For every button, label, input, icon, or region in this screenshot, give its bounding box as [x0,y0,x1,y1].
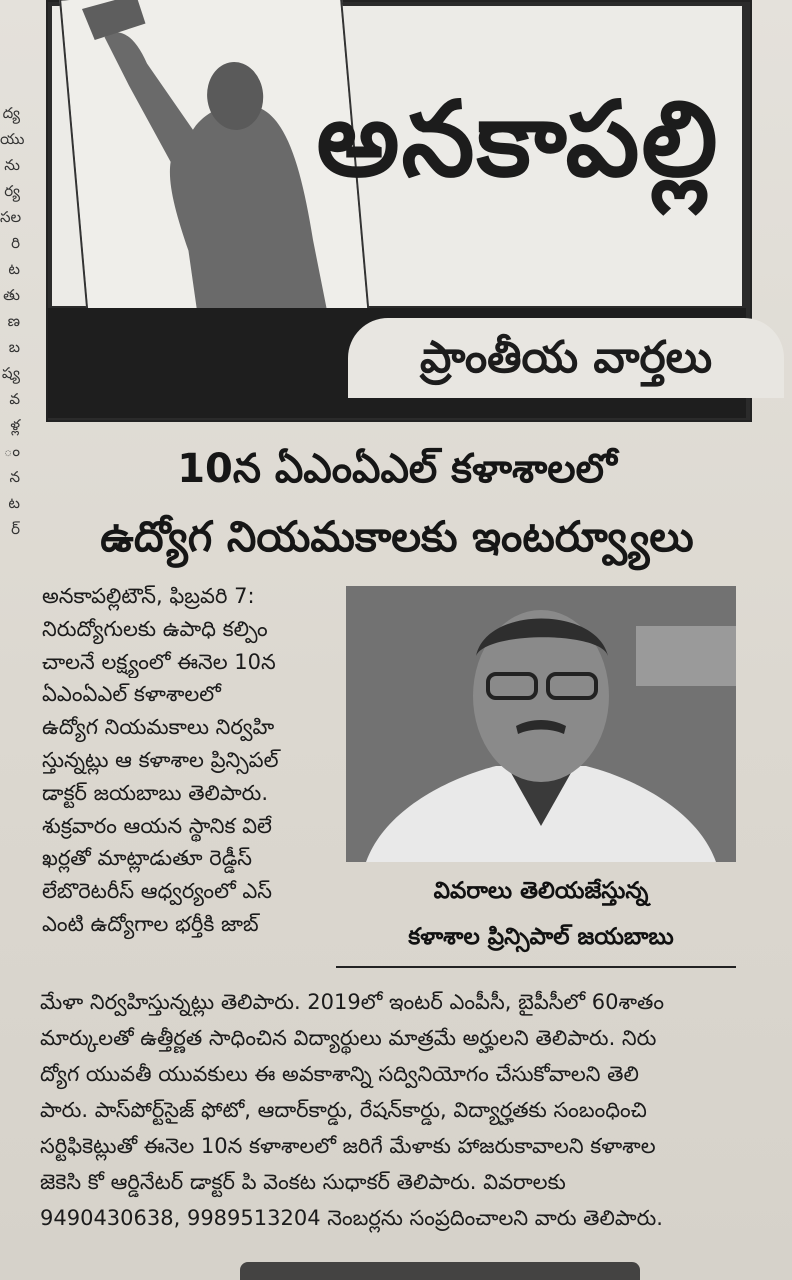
article-line: అనకాపల్లిటౌన్, ఫిబ్రవరి 7: [42,584,255,608]
adjacent-column-fragment [0,100,25,720]
article-line: లేబొరెటరీస్ ఆధ్వర్యంలో ఎస్ [42,879,273,904]
next-headline-fragment [240,1262,640,1280]
article-line: ఖర్లతో మాట్లాడుతూ రెడ్డీస్ [42,846,252,871]
article-line: శుక్రవారం ఆయన స్థానిక విలే [42,813,272,838]
masthead-subtitle: ప్రాంతీయ వార్తలు [348,318,784,398]
masthead-panel [52,6,742,306]
section-masthead [46,0,752,422]
fragment-char: బ [8,338,20,356]
caption-divider [336,966,736,968]
article-line: చాలనే లక్ష్యంలో ఈనెల 10న [42,649,276,674]
principal-portrait-photo [346,586,736,862]
fragment-char: సల [0,208,22,226]
fragment-char: ష్య [1,364,20,382]
fragment-char: ర్య [4,182,20,200]
fragment-char: ర్ [11,520,20,538]
masthead-title: అనకాపల్లి [316,78,720,200]
headline-line-1: 10న ఏఎంఏఎల్ కళాశాలలో [177,446,617,492]
article-line: మేళా నిర్వహిస్తున్నట్లు తెలిపారు. 2019లో ఇంటర్ ఎంపీసీ, బైపీసీలో 60శాతం [40,990,665,1014]
article-line: నిరుద్యోగులకు ఉపాధి కల్పిం [42,616,268,641]
portrait-illustration [346,586,736,862]
fragment-char: న [9,468,20,486]
article-line: ఉద్యోగ నియమకాలు నిర్వహి [42,715,275,740]
article-line: ఏఎంఏఎల్ కళాశాలలో [42,682,221,707]
article-line: డాక్టర్ జయబాబు తెలిపారు. [42,780,268,805]
fragment-char: ట [8,494,20,512]
fragment-char: రి [11,234,20,252]
fragment-char: ద్య [2,104,20,122]
article-line: పారు. పాస్‌పోర్ట్‌సైజ్ ఫోటో, ఆదార్‌కార్డు, రేషన్‌కార్డు, విద్యార్హతకు సంబంధించి [40,1098,647,1122]
article-line: జెకెసి కో ఆర్డినేటర్ డాక్టర్ పి వెంకట సుధాకర్ తెలిపారు. వివరాలకు [40,1170,566,1194]
photo-caption-line-2: కళాశాల ప్రిన్సిపాల్ జయబాబు [408,924,674,950]
fragment-char: ళ్ల [10,416,20,434]
article-line: మార్కులతో ఉత్తీర్ణత సాధించిన విద్యార్థులు మాత్రమే అర్హులని తెలిపారు. నిరు [40,1026,657,1050]
fragment-char: ను [4,156,20,174]
article-line: ఎంటి ఉద్యోగాల భర్తీకి జాబ్ [42,911,259,936]
article-column [42,580,340,941]
fragment-char: తు [3,286,20,304]
article-line: ద్యోగ యువతీ యువకులు ఈ అవకాశాన్ని సద్వినియోగం చేసుకోవాలని తెలి [40,1062,639,1086]
fragment-char: ట [8,260,20,278]
fragment-char: వ [9,390,20,408]
headline-line-2: ఉద్యోగ నియమకాలకు ఇంటర్వ్యూలు [100,512,694,561]
article-continuation [40,984,752,1236]
fragment-char: యు [0,130,25,148]
article-line: 9490430638, 9989513204 నెంబర్లను సంప్రదించాలని వారు తెలిపారు. [40,1206,663,1230]
article-line: సర్టిఫికెట్లుతో ఈనెల 10న కళాశాలలో జరిగే మేళాకు హాజరుకావాలని కళాశాల [40,1134,656,1158]
fragment-char: ణ [7,312,20,330]
article-line: స్తున్నట్లు ఆ కళాశాల ప్రిన్సిపల్ [42,747,279,772]
photo-caption-line-1: వివరాలు తెలియజేస్తున్న [433,878,649,904]
fragment-char: ం [3,442,20,460]
